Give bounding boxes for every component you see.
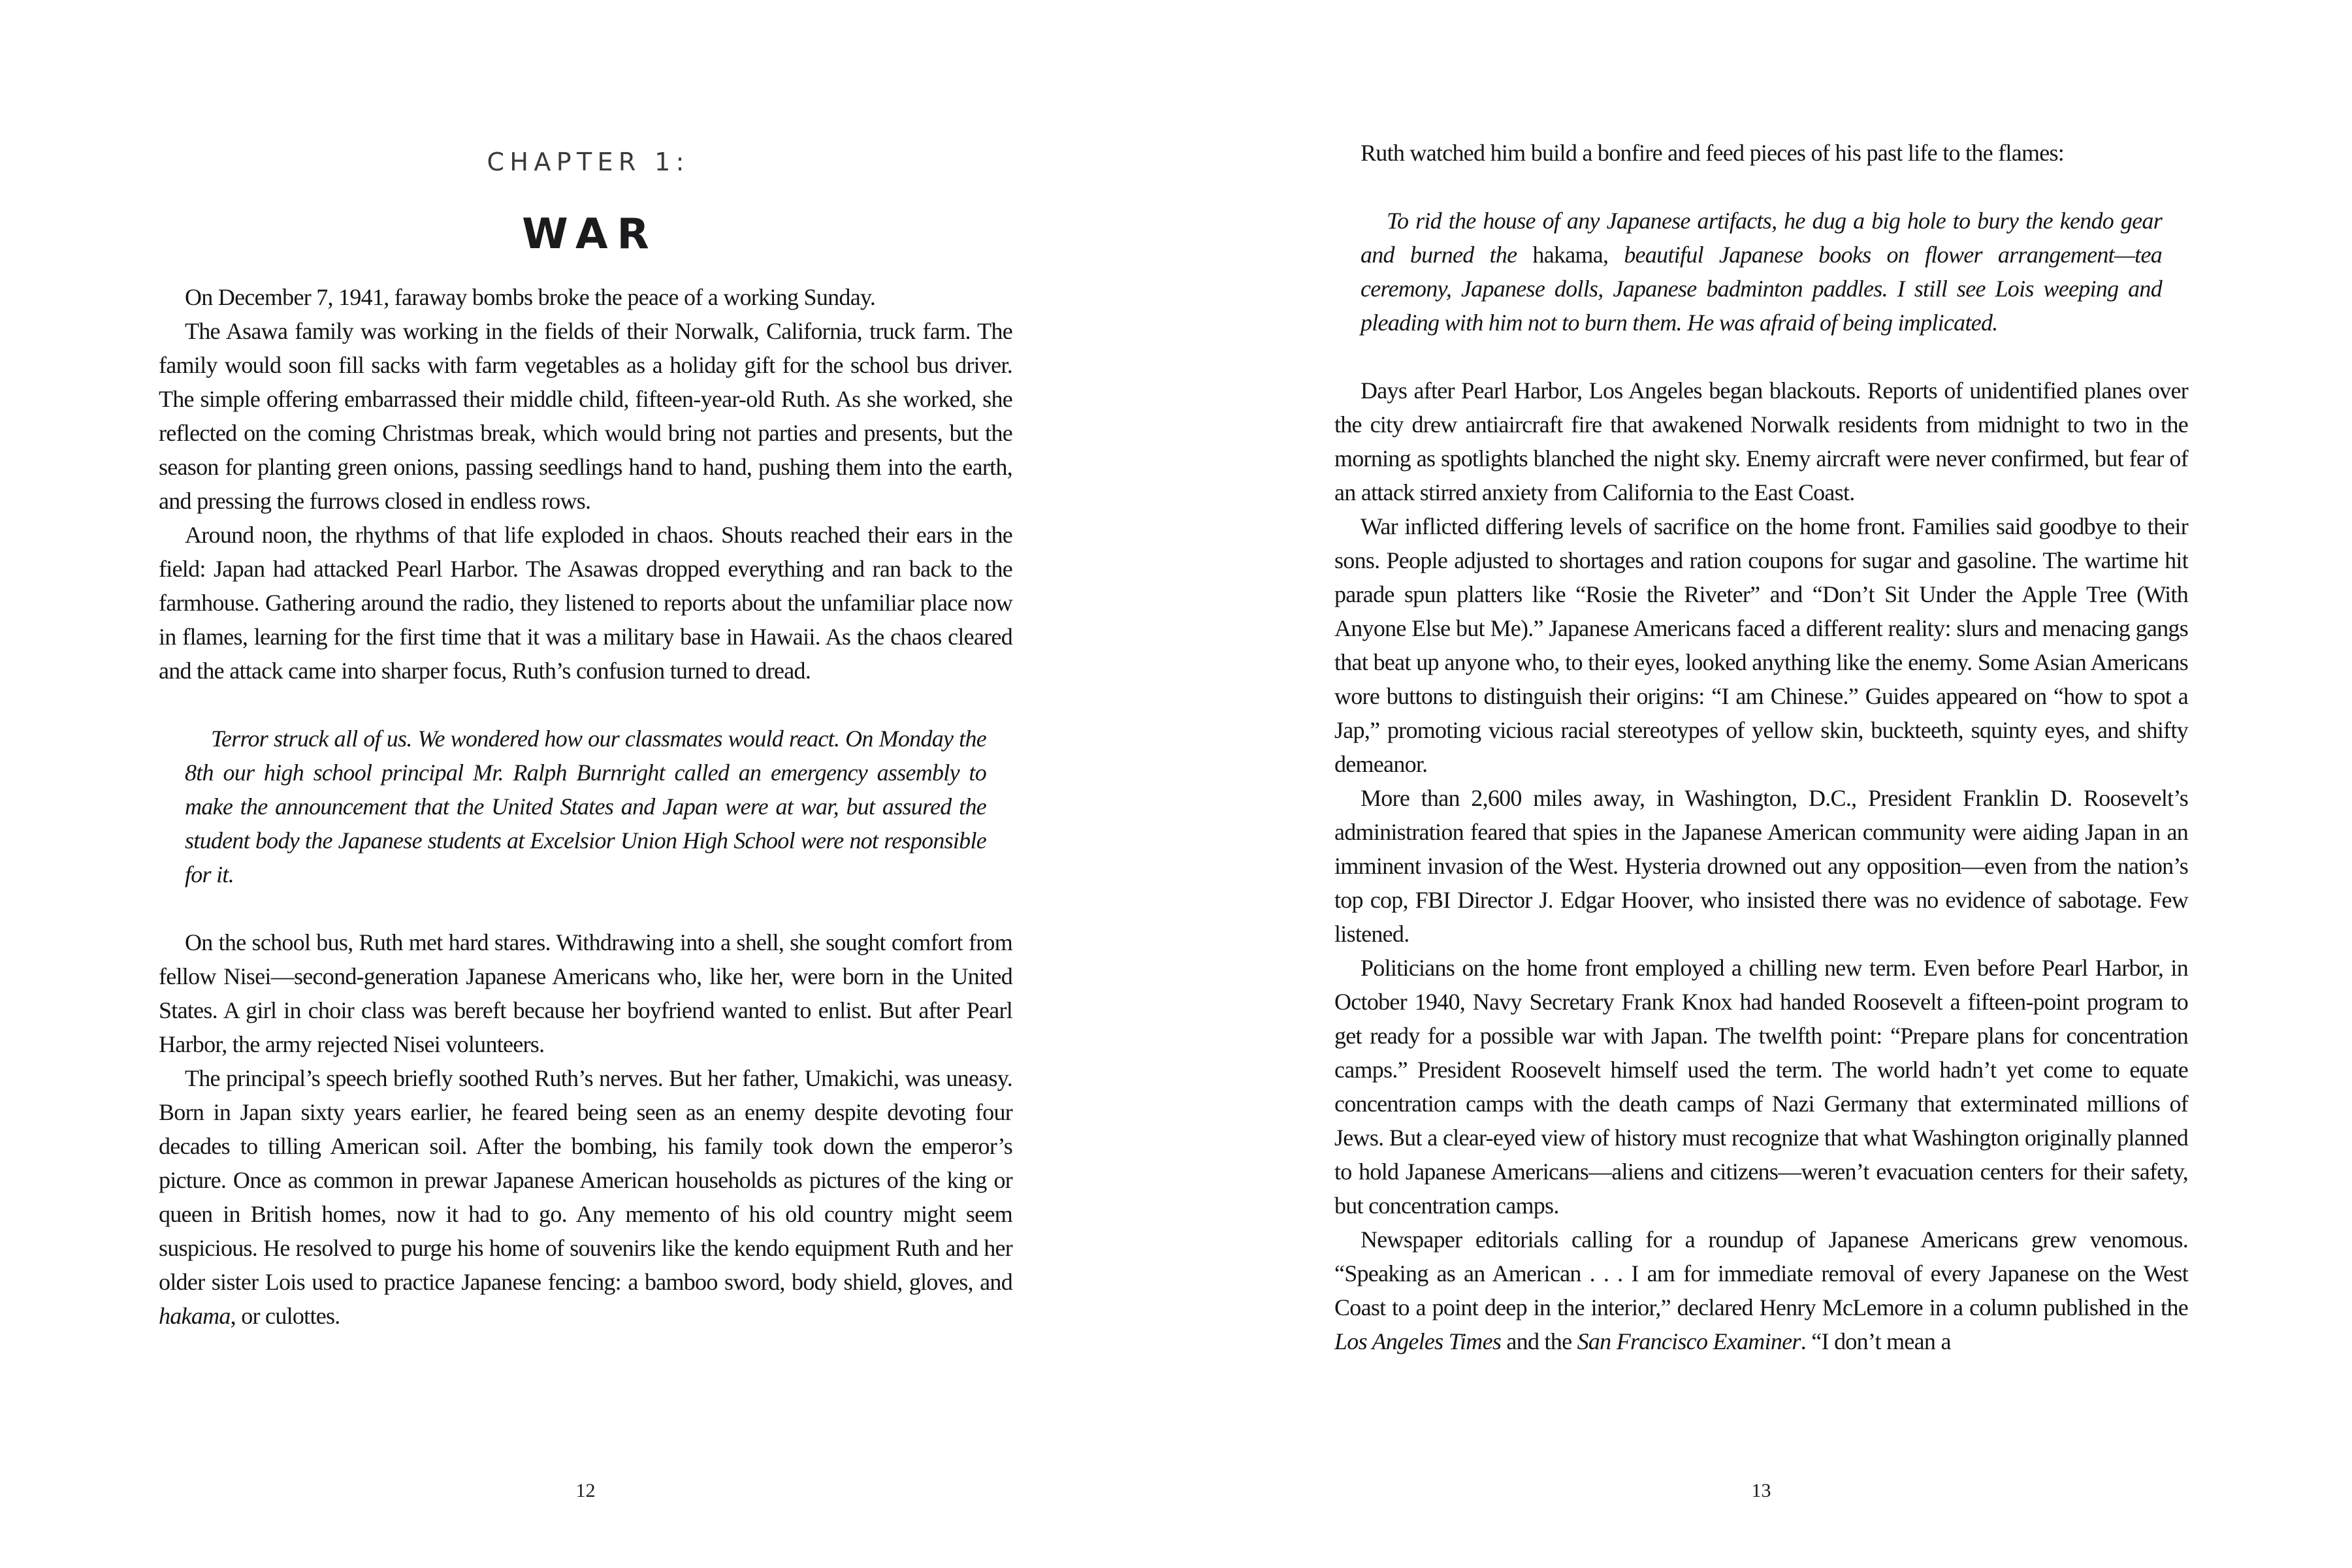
paragraph: Politicians on the home front employed a chilling new term. Even before Pearl Harbor, in October 1940, Navy Secretary Frank Knox had handed Roosevelt a fifteen-point program to get ready for a possible war with Japan. The twelfth point: “Prepare plans for concentration camps.” President Roosevelt himself used the term. The world hadn’t yet come to equate concentration camps with the death camps of Nazi Germany that exterminated millions of Jews. But a clear-eyed view of history must recognize that what Washington originally planned to hold Japanese Americans—aliens and citizens—weren’t evacuation centers for their safety, but concentration camps. xyxy=(1334,955,2188,1219)
paragraph: More than 2,600 miles away, in Washington, D.C., President Franklin D. Roosevelt’s administration feared that spies in the Japanese American community were aiding Japan in an imminent invasion of the West. Hysteria drowned out any opposition—even from the nation’s top cop, FBI Director J. Edgar Hoover, who insisted there was no evidence of sabotage. Few listened. xyxy=(1334,785,2188,947)
text-segment: . “I don’t mean a xyxy=(1800,1328,1951,1354)
paragraph: Ruth watched him build a bonfire and feed pieces of his past life to the flames: xyxy=(1361,140,2065,166)
page-number: 12 xyxy=(575,1480,596,1501)
italic-publication: Los Angeles Times xyxy=(1334,1328,1502,1354)
paragraph: On December 7, 1941, faraway bombs broke the peace of a working Sunday. xyxy=(185,284,876,310)
roman-term: hakama, xyxy=(1532,242,1609,268)
page-number: 13 xyxy=(1751,1480,1771,1501)
chapter-title: WAR xyxy=(522,210,658,259)
block-quote xyxy=(185,722,986,891)
paragraph: On the school bus, Ruth met hard stares. Withdrawing into a shell, she sought comfort from fellow Nisei—second-generation Japanese Americans who, like her, were born in the United States. A girl in choir class was bereft because her boyfriend wanted to enlist. But after Pearl Harbor, the army rejected Nisei volunteers. xyxy=(159,929,1012,1057)
quote-segment: To rid the house of any Japanese artifacts, he dug a big hole to bury the kendo gear and burned the xyxy=(1361,208,2162,268)
italic-publication: San Francisco Examiner xyxy=(1577,1328,1801,1354)
left-body-text xyxy=(159,280,1012,1333)
block-quote xyxy=(1361,204,2162,340)
book-page-right xyxy=(1334,0,2188,1568)
book-page-left xyxy=(159,0,1012,1568)
italic-term: hakama xyxy=(159,1303,231,1329)
right-body-text xyxy=(1334,136,2188,1358)
text-segment: , or culottes. xyxy=(230,1303,340,1329)
chapter-label: CHAPTER 1: xyxy=(487,148,690,176)
text-segment: The principal’s speech briefly soothed Ruth’s nerves. But her father, Umakichi, was uneasy. Born in Japan sixty years earlier, he feared being seen as an enemy despite devoting four decades to tilling American soil. After the bombing, his family took down the emperor’s picture. Once as common in prewar Japanese American households as pictures of the king or queen in British homes, now it had to go. Any memento of his old country might seem suspicious. He resolved to purge his home of souvenirs like the kendo equipment Ruth and her older sister Lois used to practice Japanese fencing: a bamboo sword, body shield, gloves, and xyxy=(159,1065,1012,1295)
paragraph xyxy=(159,1061,1012,1333)
paragraph: War inflicted differing levels of sacrifice on the home front. Families said goodbye to their sons. People adjusted to shortages and ration coupons for sugar and gasoline. The wartime hit parade spun platters like “Rosie the Riveter” and “Don’t Sit Under the Apple Tree (With Anyone Else but Me).” Japanese Americans faced a different reality: slurs and menacing gangs that beat up anyone who, to their eyes, looked anything like the enemy. Some Asian Americans wore buttons to distinguish their origins: “I am Chinese.” Guides appeared on “how to spot a Jap,” promoting vicious racial stereotypes of yellow skin, buckteeth, squinty eyes, and shifty demeanor. xyxy=(1334,513,2188,777)
paragraph xyxy=(1334,1223,2188,1358)
quote-paragraph xyxy=(1361,204,2162,340)
paragraph: Around noon, the rhythms of that life exploded in chaos. Shouts reached their ears in the field: Japan had attacked Pearl Harbor. The Asawas dropped everything and ran back to the farmhouse. Gathering around the radio, they listened to reports about the unfamiliar place now in flames, learning for the first time that it was a military base in Hawaii. As the chaos cleared and the attack came into sharper focus, Ruth’s confusion turned to dread. xyxy=(159,522,1012,684)
text-segment: Newspaper editorials calling for a roundup of Japanese Americans grew venomous. “Speaking as an American . . . I am for immediate removal of every Japanese on the West Coast to a point deep in the interior,” declared Henry McLemore in a column published in the xyxy=(1334,1226,2188,1320)
text-segment: and the xyxy=(1501,1328,1577,1354)
quote-segment: beautiful Japanese books on flower arrangement—tea ceremony, Japanese dolls, Japanese badminton paddles. I still see Lois weeping and pleading with him not to burn them. He was afraid of being implicated. xyxy=(1361,242,2162,336)
paragraph: Days after Pearl Harbor, Los Angeles began blackouts. Reports of unidentified planes over the city drew antiaircraft fire that awakened Norwalk residents from midnight to two in the morning as spotlights blanched the night sky. Enemy aircraft were never confirmed, but fear of an attack stirred anxiety from California to the East Coast. xyxy=(1334,377,2188,505)
quote-paragraph: Terror struck all of us. We wondered how our classmates would react. On Monday the 8th our high school principal Mr. Ralph Burnright called an emergency assembly to make the announcement that the United States and Japan were at war, but assured the student body the Japanese students at Excelsior Union High School were not responsible for it. xyxy=(185,726,986,888)
paragraph: The Asawa family was working in the fields of their Norwalk, California, truck farm. The family would soon fill sacks with farm vegetables as a holiday gift for the school bus driver. The simple offering embarrassed their middle child, fifteen-year-old Ruth. As she worked, she reflected on the coming Christmas break, which would bring not parties and presents, but the season for planting green onions, passing seedlings hand to hand, pushing them into the earth, and pressing the furrows closed in endless rows. xyxy=(159,318,1012,514)
